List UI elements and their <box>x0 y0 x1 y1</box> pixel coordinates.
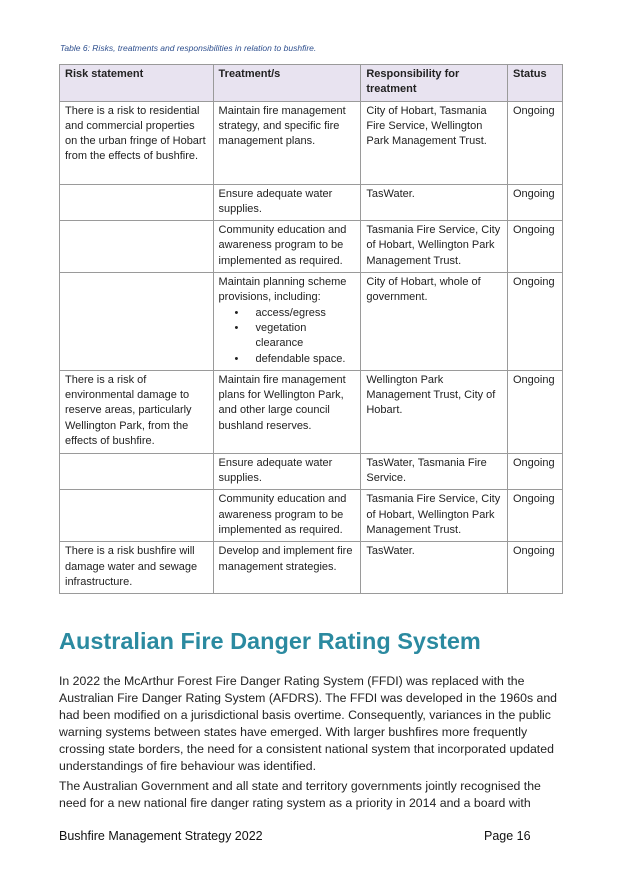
table-row <box>60 370 563 453</box>
table-row <box>60 101 563 184</box>
status-cell: Ongoing <box>507 273 562 371</box>
table-row <box>60 221 563 273</box>
risk-cell <box>60 273 214 371</box>
risk-cell <box>60 453 214 490</box>
treatment-cell: Maintain fire management plans for Wellington Park, and other large council bushland reserves. <box>213 370 361 453</box>
responsibility-cell: City of Hobart, whole of government. <box>361 273 508 371</box>
risk-cell <box>60 490 214 542</box>
bullet-item: • defendable space. <box>256 352 356 367</box>
responsibility-cell: Wellington Park Management Trust, City of Hobart. <box>361 370 508 453</box>
status-cell: Ongoing <box>507 490 562 542</box>
status-cell: Ongoing <box>507 370 562 453</box>
risk-cell <box>60 184 214 221</box>
responsibility-cell: Tasmania Fire Service, City of Hobart, Wellington Park Management Trust. <box>361 221 508 273</box>
treatment-cell: Ensure adequate water supplies. <box>213 184 361 221</box>
table-row <box>60 490 563 542</box>
treatment-text: Maintain planning scheme provisions, including: <box>218 276 347 304</box>
treatment-cell: Community education and awareness program to be implemented as required. <box>213 490 361 542</box>
table-row <box>60 453 563 490</box>
table-header-row <box>60 65 563 102</box>
section-heading: Australian Fire Danger Rating System <box>59 628 481 654</box>
body-paragraph: In 2022 the McArthur Forest Fire Danger Rating System (FFDI) was replaced with the Australian Fire Danger Rating System (AFDRS). The FFDI was developed in the 1960s and had been modified on a jurisdictional basis overtime. Consequently, variances in the public warning systems between states have emerged. With larger bushfires more frequently crossing state borders, the need for a consistent national system that incorporated updated understandings of fire behaviour was identified. <box>59 674 558 773</box>
treatment-cell: Ensure adequate water supplies. <box>213 453 361 490</box>
risk-table <box>59 64 563 594</box>
responsibility-cell: TasWater, Tasmania Fire Service. <box>361 453 508 490</box>
header-responsibility: Responsibility for treatment <box>361 65 508 102</box>
treatment-cell: Develop and implement fire management strategies. <box>213 542 361 594</box>
treatment-bullet-list <box>219 306 356 367</box>
risk-cell <box>60 221 214 273</box>
status-cell: Ongoing <box>507 184 562 221</box>
header-status: Status <box>507 65 562 102</box>
bullet-item: • access/egress <box>256 306 356 321</box>
treatment-cell: Maintain fire management strategy, and specific fire management plans. <box>213 101 361 184</box>
treatment-cell: Community education and awareness program to be implemented as required. <box>213 221 361 273</box>
page-number: Page 16 <box>484 829 531 843</box>
risk-cell: There is a risk of environmental damage to reserve areas, particularly Wellington Park, from the effects of bushfire. <box>60 370 214 453</box>
status-cell: Ongoing <box>507 453 562 490</box>
status-cell: Ongoing <box>507 221 562 273</box>
header-risk-statement: Risk statement <box>60 65 214 102</box>
table-row <box>60 542 563 594</box>
responsibility-cell: Tasmania Fire Service, City of Hobart, Wellington Park Management Trust. <box>361 490 508 542</box>
risk-cell: There is a risk to residential and commercial properties on the urban fringe of Hobart from the effects of bushfire. <box>60 101 214 184</box>
table-caption: Table 6: Risks, treatments and responsibilities in relation to bushfire. <box>60 43 317 53</box>
status-cell: Ongoing <box>507 542 562 594</box>
responsibility-cell: City of Hobart, Tasmania Fire Service, Wellington Park Management Trust. <box>361 101 508 184</box>
table-row <box>60 184 563 221</box>
body-paragraph: The Australian Government and all state and territory governments jointly recognised the need for a new national fire danger rating system as a priority in 2014 and a board with <box>59 779 541 810</box>
risk-cell: There is a risk bushfire will damage water and sewage infrastructure. <box>60 542 214 594</box>
header-treatments: Treatment/s <box>213 65 361 102</box>
responsibility-cell: TasWater. <box>361 542 508 594</box>
responsibility-cell: TasWater. <box>361 184 508 221</box>
treatment-cell <box>213 273 361 371</box>
footer-title: Bushfire Management Strategy 2022 <box>59 829 263 843</box>
status-cell: Ongoing <box>507 101 562 184</box>
table-row <box>60 273 563 371</box>
bullet-item: • vegetation clearance <box>256 321 356 352</box>
